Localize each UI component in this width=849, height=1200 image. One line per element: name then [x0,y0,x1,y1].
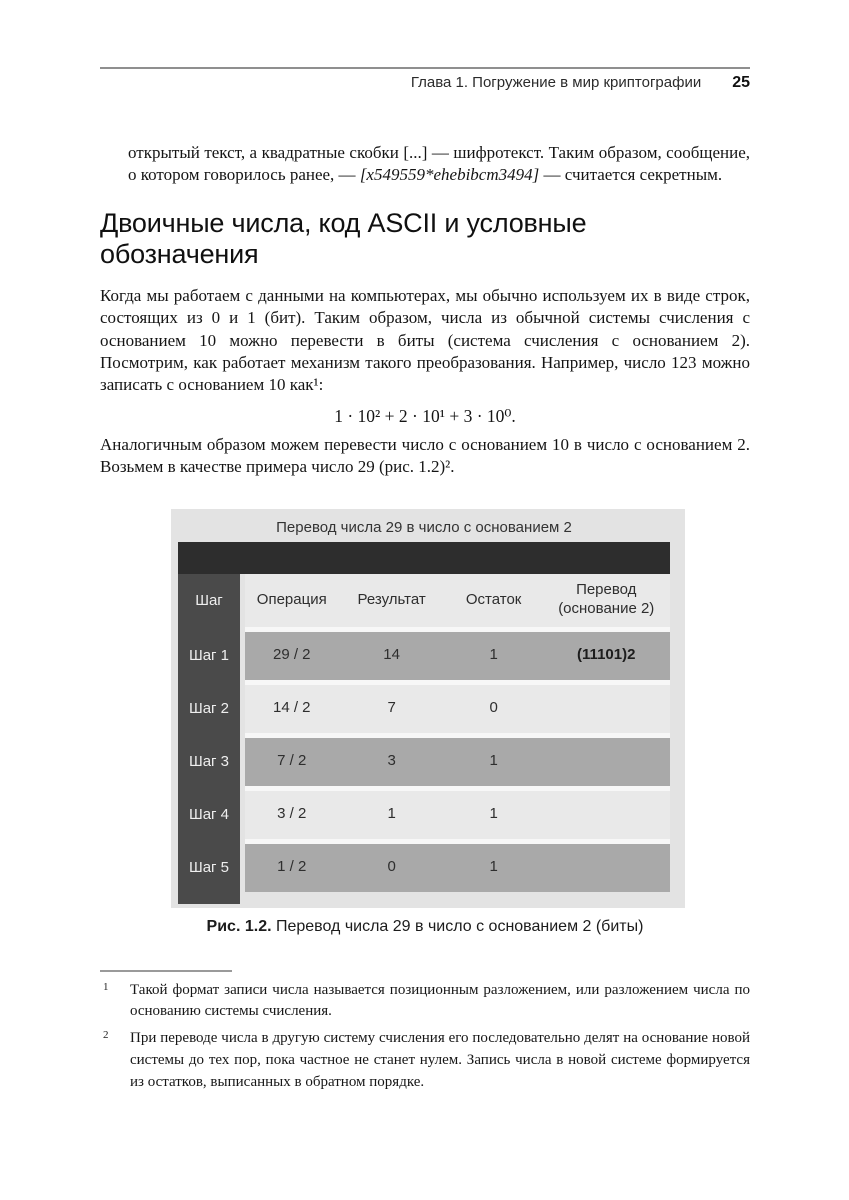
column-header-result: Результат [357,590,426,608]
section-heading: Двоичные числа, код ASCII и условные обозначения [100,207,587,269]
footnote-2 [100,1028,750,1093]
footnote-marker: 2 [103,1029,109,1042]
operation-cell: 3 / 2 [277,805,307,823]
page-content [100,0,750,1094]
operation-cell: 29 / 2 [272,646,311,664]
conversion-cell: (11101)2 [577,646,636,664]
table-row [245,685,670,733]
header-rule [100,67,750,69]
step-label: Шаг 1 [188,647,230,665]
paragraph-intro-start: открытый текст, а квадратные скобки [...] — шифротекст. Таким образом, сообщение, о котором говорилось ранее, — [128,143,750,185]
figure-caption [100,918,750,936]
result-cell: 14 [383,646,400,664]
column-header-remainder: Остаток [465,590,522,608]
table-row [245,632,670,680]
footnote-text: При переводе числа в другую систему счисления его последовательно делят на основание новой системы до тех пор, пока частное не станет нулем. Запись числа в новой системе формируется из остатков, выписанных в обратном порядке. [130,1030,750,1090]
footnote-text: Такой формат записи числа называется позиционным разложением, или разложением числа по основанию системы счисления. [130,981,750,1020]
paragraph-binary-numbers: Когда мы работаем с данными на компьютерах, мы обычно используем их в виде строк, состоящих из 0 и 1 (бит). Таким образом, числа из обычной системы счисления с основанием 10 можно перевести в биты (система счисления с основанием 2). Посмотрим, как работает механизм такого преобразования. Например, число 123 можно записать с основанием 10 как¹: [100,285,750,395]
conversion-table-figure [171,509,685,908]
table-header-row [245,574,670,627]
footnote-rule [100,970,232,972]
footnote-1 [100,980,750,1024]
table-grid [178,574,670,904]
remainder-cell: 1 [489,858,498,876]
result-cell: 7 [387,699,396,717]
paragraph-intro-end: — считается секретным. [539,165,723,185]
result-cell: 1 [387,805,396,823]
column-header-conversion: Перевод (основание 2) [558,581,655,618]
footnote-marker: 1 [103,980,109,993]
remainder-cell: 0 [489,699,498,717]
paragraph-example: Аналогичным образом можем перевести число с основанием 10 в число с основанием 2. Возьмем в качестве примера число 29 (рис. 1.2)². [100,434,750,477]
operation-cell: 1 / 2 [277,858,307,876]
table-row [245,791,670,839]
table-row [245,738,670,786]
figure-caption-text: Перевод числа 29 в число с основанием 2 (биты) [271,917,644,935]
figure-caption-label: Рис. 1.2. [206,917,272,935]
remainder-cell: 1 [489,752,498,770]
column-header-operation: Операция [256,590,327,608]
operation-cell: 14 / 2 [272,699,311,717]
running-header [100,74,750,92]
table-row [245,844,670,892]
remainder-cell: 1 [489,646,498,664]
step-label: Шаг 3 [188,753,230,771]
step-column [178,574,240,904]
result-cell: 3 [387,752,396,770]
step-label: Шаг 4 [188,806,230,824]
positional-expansion-formula: 1 · 10² + 2 · 10¹ + 3 · 10⁰. [334,405,516,426]
result-cell: 0 [387,858,396,876]
chapter-title: Глава 1. Погружение в мир криптографии [410,74,702,91]
ciphertext-sample: [x549559*ehebibcm3494] [359,165,540,185]
data-columns [245,574,670,892]
column-header-step: Шаг [195,591,223,609]
step-label: Шаг 2 [188,700,230,718]
remainder-cell: 1 [489,805,498,823]
page-number: 25 [732,74,750,91]
step-label: Шаг 5 [188,859,230,877]
operation-cell: 7 / 2 [277,752,307,770]
paragraph-intro [100,142,750,187]
table-title: Перевод числа 29 в число с основанием 2 [276,518,572,536]
table-top-band [178,542,670,574]
